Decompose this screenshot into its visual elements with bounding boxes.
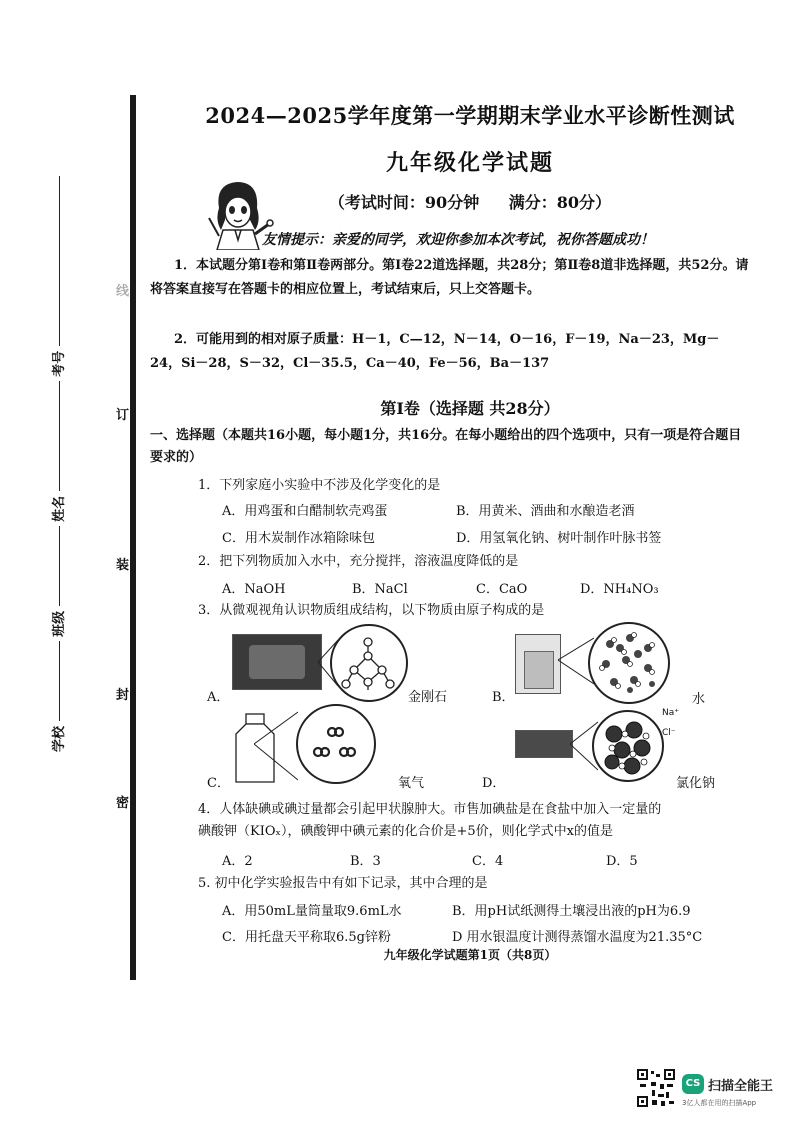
name-label: 姓名 — [52, 495, 67, 522]
class-blank[interactable] — [59, 526, 60, 606]
exam-title: 2024—2025学年度第一学期期末学业水平诊断性测试 — [205, 103, 735, 128]
q4-stem-line1: 4．人体缺碘或碘过量都会引起甲状腺肿大。市售加碘盐是在食盐中加入一定量的 — [198, 802, 662, 817]
water-molecules-circle — [588, 622, 670, 704]
qr-code-icon — [636, 1068, 676, 1108]
q1-option-d: D．用氢氧化钠、树叶制作叶脉书签 — [456, 531, 662, 546]
q2-stem: 2．把下列物质加入水中，充分搅拌，溶液温度降低的是 — [198, 554, 519, 569]
q5-option-a: A．用50mL量筒量取9.6mL水 — [222, 904, 402, 919]
exam-time: （考试时间：90分钟 — [328, 193, 480, 212]
q1-stem: 1．下列家庭小实验中不涉及化学变化的是 — [198, 478, 441, 493]
q4-option-d: D．5 — [606, 854, 638, 869]
page-footer: 九年级化学试题第1页（共8页） — [383, 948, 557, 962]
q4-stem-line2: 碘酸钾（KIOₓ），碘酸钾中碘元素的化合价是+5价，则化学式中x的值是 — [198, 824, 614, 839]
exam-score: 满分：80分） — [508, 193, 612, 212]
exam-subtitle: 九年级化学试题 — [385, 150, 554, 176]
seal-mark-mi: 密 — [116, 796, 130, 811]
note-1-text: 1．本试题分第Ⅰ卷和第Ⅱ卷两部分。第Ⅰ卷22道选择题，共28分；第Ⅱ卷8道非选择题，共52分。请将答案直接写在答题卡的相应位置上，考试结束后，只上交答题卡。 — [150, 258, 749, 297]
q3-option-a-label: 金刚石 — [408, 690, 448, 705]
oxygen-zoom-lines — [254, 706, 298, 786]
q4-option-a: A．2 — [222, 854, 253, 869]
q2-option-b: B．NaCl — [352, 582, 408, 597]
name-blank[interactable] — [59, 381, 60, 491]
na-ion-label: Na⁺ — [662, 708, 679, 718]
seal-mark-xian: 线 — [116, 284, 130, 299]
note-2: 2．可能用到的相对原子质量：H－1，C—12，N－14，O－16，F－19，Na－23，Mg－24，Si－28，S－32，Cl－35.5，Ca－40，Fe－56，Ba－137 — [150, 332, 720, 371]
q5-option-b: B．用pH试纸测得土壤浸出液的pH为6.9 — [452, 904, 691, 919]
q4-option-b: B．3 — [350, 854, 381, 869]
q3-option-b-letter: B． — [492, 690, 515, 705]
q1-option-c: C．用木炭制作冰箱除味包 — [222, 531, 375, 546]
q2-option-d: D．NH₄NO₃ — [580, 582, 659, 597]
q2-option-a: A．NaOH — [222, 582, 286, 597]
cl-ion-label: Cl⁻ — [662, 728, 676, 738]
note-1 — [150, 254, 750, 302]
diamond-lattice-icon — [332, 626, 406, 700]
oxygen-molecules-circle — [296, 704, 376, 784]
nacl-lattice-icon — [594, 712, 662, 780]
salt-crystal-photo — [515, 730, 573, 758]
q1-option-b: B．用黄米、酒曲和水酿造老酒 — [456, 504, 635, 519]
q3-option-c-label: 氧气 — [398, 776, 425, 791]
nacl-ions-circle — [592, 710, 664, 782]
q5-stem: 5. 初中化学实验报告中有如下记录，其中合理的是 — [198, 876, 488, 891]
seal-mark-ding: 订 — [116, 408, 130, 423]
scanner-brand-name: 扫描全能王 — [708, 1079, 774, 1094]
scanner-tagline: 3亿人都在用的扫描App — [682, 1099, 757, 1107]
water-molecule-icon — [590, 624, 668, 702]
q3-option-d-label: 氯化钠 — [676, 776, 716, 791]
exam-info — [150, 190, 790, 213]
q3-option-b-label: 水 — [692, 692, 706, 707]
q1-option-a: A．用鸡蛋和白醋制软壳鸡蛋 — [222, 504, 388, 519]
section-1-title: 第Ⅰ卷（选择题 共28分） — [380, 399, 560, 418]
q3-option-c-letter: C． — [207, 776, 230, 791]
q5-option-d: D 用水银温度计测得蒸馏水温度为21.35°C — [452, 930, 703, 945]
q2-option-c: C．CaO — [476, 582, 528, 597]
exam-number-blank[interactable] — [59, 176, 60, 346]
binding-line — [130, 95, 136, 980]
oxygen-molecule-icon — [298, 706, 374, 782]
seal-mark-feng: 封 — [116, 688, 130, 703]
q3-stem: 3．从微观视角认识物质组成结构，以下物质由原子构成的是 — [198, 603, 545, 618]
school-label: 学校 — [52, 725, 67, 752]
scanner-logo-badge: CS — [682, 1074, 704, 1094]
q4-option-c: C．4 — [472, 854, 504, 869]
friendly-tip: 友情提示：亲爱的同学，欢迎你参加本次考试，祝你答题成功！ — [262, 232, 654, 248]
school-blank[interactable] — [59, 641, 60, 721]
seal-mark-zhuang: 装 — [116, 558, 130, 573]
part-1-instructions: 一、选择题（本题共16小题，每小题1分，共16分。在每小题给出的四个选项中，只有一项是符合题目要求的） — [150, 428, 742, 465]
q3-option-a-letter: A． — [207, 690, 230, 705]
school-field[interactable] — [48, 176, 67, 752]
exam-number-label: 考号 — [52, 350, 67, 377]
water-glass-photo — [515, 634, 561, 694]
q3-option-d-letter: D． — [482, 776, 506, 791]
q5-option-c: C．用托盘天平称取6.5g锌粉 — [222, 930, 391, 945]
diamond-photo — [232, 634, 322, 690]
diamond-structure-circle — [330, 624, 408, 702]
class-label: 班级 — [52, 610, 67, 637]
